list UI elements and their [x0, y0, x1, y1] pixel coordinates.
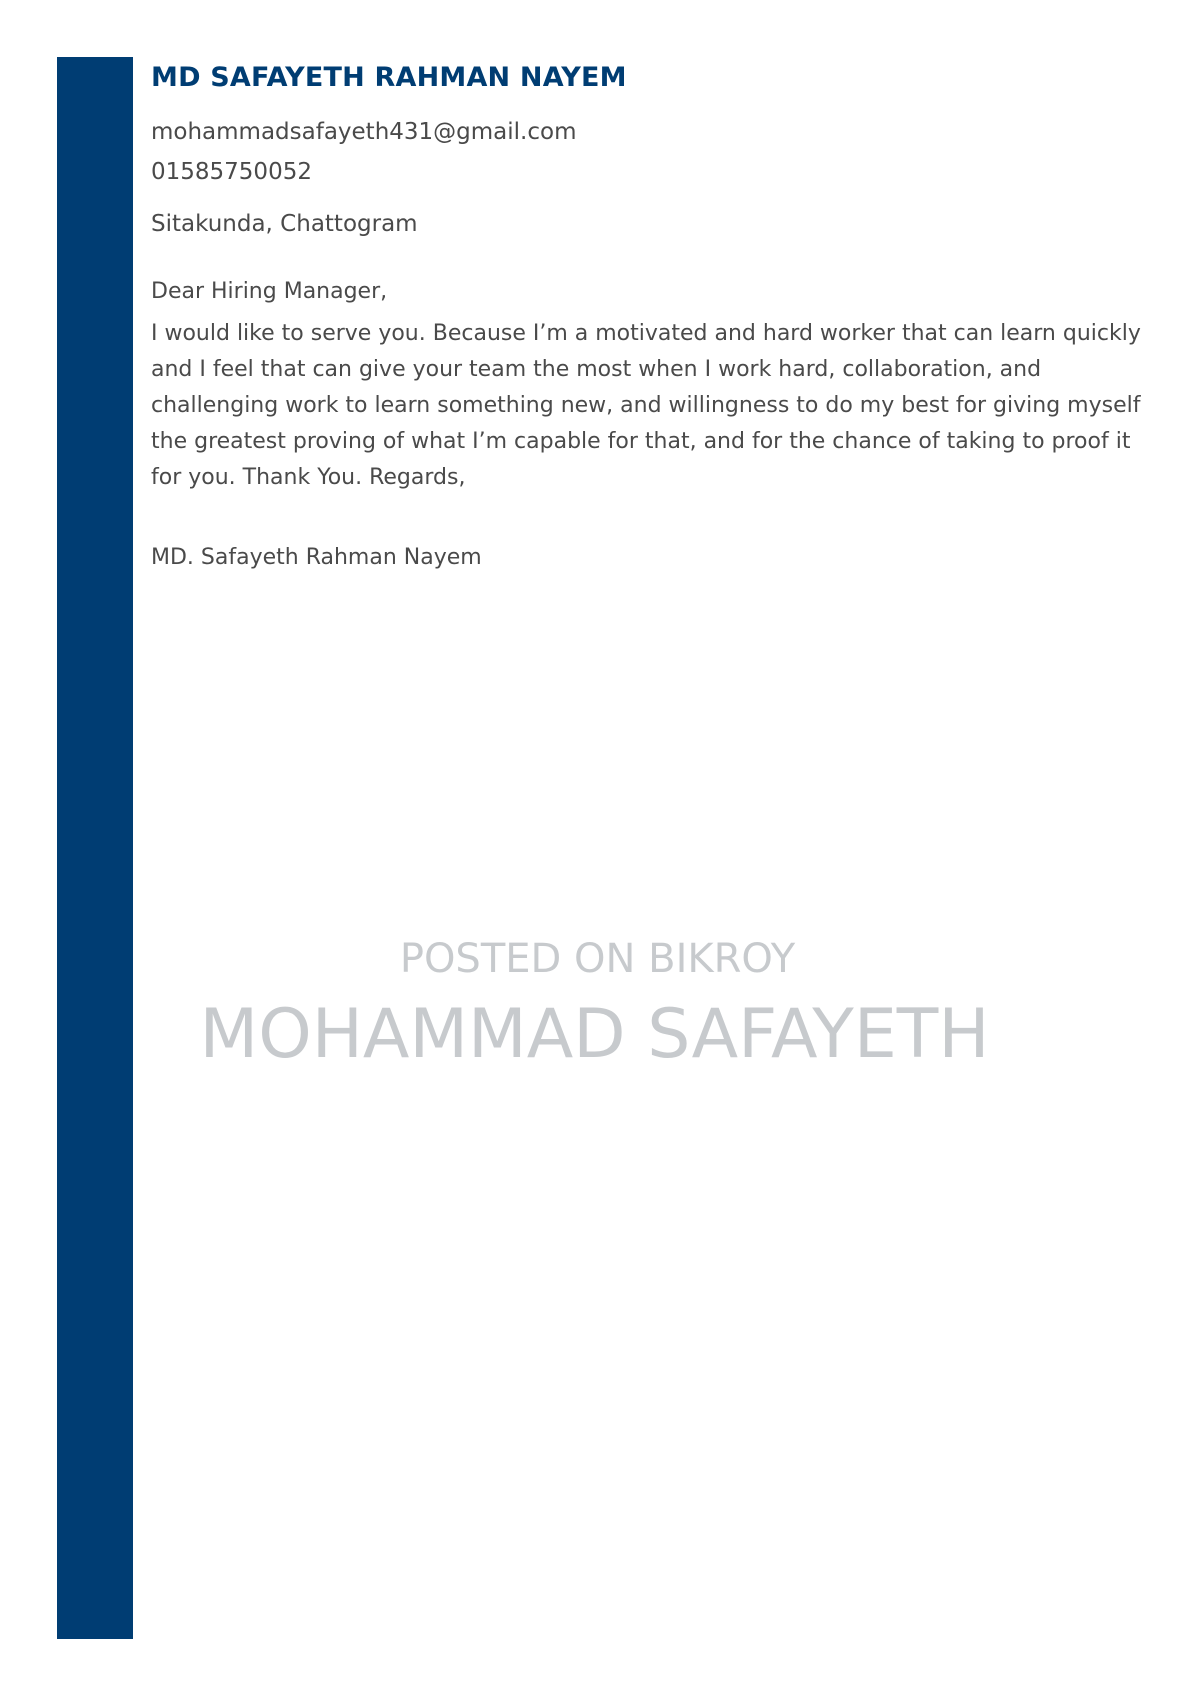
watermark-line2: MOHAMMAD SAFAYETH: [199, 995, 990, 1074]
signature: MD. Safayeth Rahman Nayem: [151, 545, 482, 570]
sidebar-accent-bar: [57, 57, 133, 1639]
email-address: mohammadsafayeth431@gmail.com: [151, 119, 577, 145]
applicant-name: MD SAFAYETH RAHMAN NAYEM: [151, 62, 627, 93]
letter-content: [151, 60, 1141, 576]
watermark-line1: POSTED ON BIKROY: [399, 936, 796, 982]
postal-address: Sitakunda, Chattogram: [151, 211, 418, 237]
salutation: Dear Hiring Manager,: [151, 279, 388, 304]
watermark-owner: [0, 995, 1189, 1075]
phone-number: 01585750052: [151, 159, 312, 185]
letter-body: I would like to serve you. Because I’m a motivated and hard worker that can learn quickly and I feel that can give your team the most when I work hard, collaboration, and challenging work to learn something new, and willingness to do my best for giving myself the greatest proving of what I’m capable for that, and for the chance of taking to proof it for you. Thank You. Regards,: [151, 321, 1141, 490]
watermark-posted-on: [0, 935, 1189, 983]
